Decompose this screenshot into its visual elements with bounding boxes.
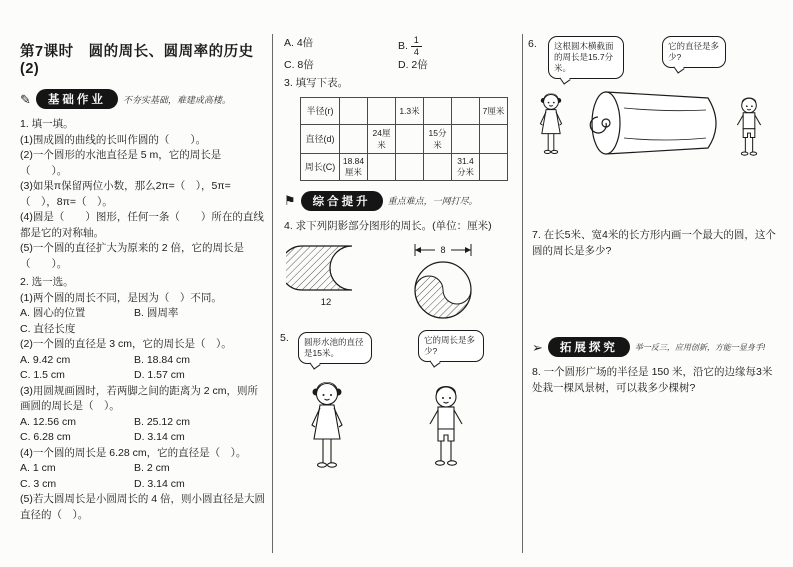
row-header-circumference: 周长(C): [301, 153, 340, 180]
option-a: A. 12.56 cm: [20, 415, 77, 428]
q1-item-4: (4)圆是（ ）图形，任何一条（ ）所在的直线都是它的对称轴。: [20, 211, 264, 239]
row-header-diameter: 直径(d): [301, 124, 340, 153]
q2-sub3-options-row1: [20, 415, 266, 431]
q2-sub2-options-row1: [20, 353, 266, 369]
boy-illustration: [426, 384, 466, 502]
rocket-icon: ➢: [532, 339, 543, 355]
option-c: C. 6.28 cm: [20, 431, 71, 443]
q8-text: 8. 一个圆形广场的半径是 150 米，沿它的边缘每3米处栽一棵风景树，可以栽多少棵树?: [532, 366, 773, 394]
q2-sub2-stem: (2)一个圆的直径是 3 cm，它的周长是（ ）。: [20, 338, 232, 350]
explore-badge: 拓展探究: [548, 337, 630, 357]
option-b: B. 18.84 cm: [134, 353, 191, 366]
figure-dimension-label: 12: [320, 297, 332, 309]
q2-sub5-options-row1: [284, 36, 514, 58]
option-a: A. 1 cm: [20, 462, 56, 474]
left-column: [20, 36, 266, 523]
q2-sub3-options-row2: [20, 430, 266, 446]
table-cell: [396, 153, 424, 180]
table-cell: [452, 124, 480, 153]
table-cell: [368, 97, 396, 124]
log-circumference-bubble: 这根圆木横截面的周长是15.7分米。: [548, 36, 624, 79]
q6-number: 6.: [528, 38, 537, 50]
q1-item-2: (2)一个圆形的水池直径是 5 m，它的周长是（ ）。: [20, 149, 222, 177]
advanced-section-header: [284, 191, 514, 211]
table-cell: 18.84厘米: [340, 153, 368, 180]
fraction-denominator: 4: [413, 47, 419, 58]
table-cell: 24厘米: [368, 124, 396, 153]
q2-sub1-options-row1: [20, 306, 266, 322]
q3-table: [300, 97, 508, 181]
q2-sub5-options-row2: [284, 58, 514, 74]
q1-item-1: (1)围成圆的曲线的长叫作圆的（ ）。: [20, 133, 207, 146]
fraction-numerator: 1: [411, 36, 422, 47]
option-b: [398, 36, 422, 58]
q7-text: 7. 在长5米、宽4米的长方形内画一个最大的圆，这个圆的周长是多少?: [532, 229, 776, 257]
q2-title: 2. 选一选。: [20, 276, 74, 288]
table-cell: [368, 153, 396, 180]
q2-sub5-stem: (5)若大圆周长是小圆周长的 4 倍，则小圆直径是大圆直径的（ ）。: [20, 493, 266, 521]
q4-figures: [286, 242, 514, 322]
right-column: [528, 36, 780, 396]
option-b-label: B.: [398, 40, 408, 53]
q2-sub3-stem: (3)用圆规画圆时，若两脚之间的距离为 2 cm，则所画圆的周长是（ ）。: [20, 384, 259, 412]
q6-scene: [528, 36, 780, 218]
shaded-figure-circle: [408, 242, 478, 322]
q2-sub2-options-row2: [20, 368, 266, 384]
option-c: C. 8倍: [284, 58, 314, 71]
column-divider: [272, 34, 273, 553]
q4-title: 4. 求下列阴影部分图形的周长。(单位：厘米): [284, 219, 492, 232]
explore-tagline: 举一反三，应用创新，方能一显身手!: [634, 342, 766, 352]
q3-title: 3. 填写下表。: [284, 77, 349, 90]
q1-item-5: (5)一个圆的直径扩大为原来的 2 倍，它的周长是（ ）。: [20, 242, 245, 270]
table-cell: [480, 153, 508, 180]
flag-icon: ⚑: [284, 193, 296, 209]
option-d: D. 3.14 cm: [134, 431, 185, 443]
table-cell: [396, 124, 424, 153]
kid-left-illustration: [536, 92, 566, 178]
q2-sub1-options-row2: [20, 322, 266, 338]
table-cell: [424, 153, 452, 180]
basic-badge: 基础作业: [36, 89, 118, 109]
q2-sub1-stem: (1)两个圆的周长不同，是因为（ ）不同。: [20, 291, 222, 304]
q2-sub4-stem: (4)一个圆的周长是 6.28 cm，它的直径是（ ）。: [20, 446, 247, 459]
circumference-question-bubble: 它的周长是多少?: [418, 330, 484, 362]
option-b: B. 25.12 cm: [134, 415, 191, 428]
basic-tagline: 不夯实基础，难建成高楼。: [122, 94, 231, 105]
advanced-tagline: 重点难点，一网打尽。: [387, 196, 478, 207]
table-cell: 7厘米: [480, 97, 508, 124]
pond-diameter-bubble: 圆形水池的直径是15米。: [298, 332, 372, 364]
option-c: C. 1.5 cm: [20, 369, 65, 381]
table-cell: 1.3米: [396, 97, 424, 124]
q1-item-3: (3)如果π保留两位小数，那么2π=（ ），5π=（ ），8π=（ ）。: [20, 180, 231, 208]
option-c: C. 3 cm: [20, 477, 57, 490]
circle-shape-svg: [408, 242, 478, 322]
table-cell: [340, 124, 368, 153]
option-a: A. 9.42 cm: [20, 353, 71, 366]
log-illustration: [576, 82, 728, 166]
table-cell: [424, 97, 452, 124]
option-d: D. 2倍: [398, 58, 428, 71]
q1-title: 1. 填一填。: [20, 118, 74, 130]
fraction-one-fourth: [411, 36, 422, 58]
option-c: C. 直径长度: [20, 322, 76, 335]
explore-section-header: [532, 337, 780, 357]
option-b: B. 2 cm: [134, 462, 170, 474]
basic-section-header: [20, 89, 266, 109]
advanced-badge: 综合提升: [301, 191, 383, 211]
table-row-diameter: [301, 124, 508, 153]
figure-dimension-label: 8: [440, 245, 446, 256]
option-a: A. 圆心的位置: [20, 307, 86, 319]
option-d: D. 3.14 cm: [134, 477, 185, 490]
pencil-icon: ✎: [20, 91, 31, 107]
girl-illustration: [306, 380, 348, 502]
middle-column: [280, 35, 514, 510]
table-cell: [452, 97, 480, 124]
column-divider: [522, 34, 523, 553]
diameter-question-bubble: 它的直径是多少?: [662, 36, 726, 68]
kid-right-illustration: [734, 96, 764, 182]
q5-scene: [280, 330, 514, 510]
table-cell: 31.4分米: [452, 153, 480, 180]
row-header-radius: 半径(r): [301, 97, 340, 124]
q2-sub4-options-row2: [20, 477, 266, 493]
q5-number: 5.: [280, 332, 289, 345]
table-cell: [480, 124, 508, 153]
shaded-figure-strip: [286, 242, 366, 308]
option-d: D. 1.57 cm: [134, 369, 185, 381]
option-b: B. 圆周率: [134, 307, 179, 319]
q2-sub4-options-row1: [20, 461, 266, 477]
table-cell: [340, 97, 368, 124]
option-a: A. 4倍: [284, 37, 314, 49]
strip-shape-svg: [286, 242, 366, 296]
table-row-radius: [301, 97, 508, 124]
table-cell: 15分米: [424, 124, 452, 153]
table-row-circumference: [301, 153, 508, 180]
page-title: 第7课时 圆的周长、圆周率的历史(2): [20, 44, 254, 77]
